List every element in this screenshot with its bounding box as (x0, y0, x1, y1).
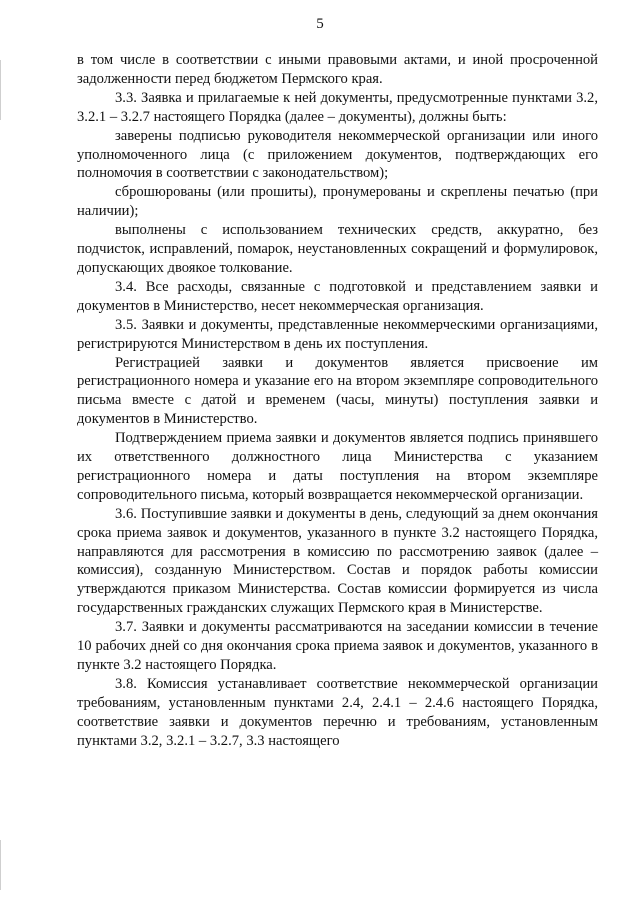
paragraph: выполнены с использованием технических средств, аккуратно, без подчисток, исправлений, помарок, неустановленных сокращений и формулировок, допускающих двоякое толкование. (77, 222, 598, 276)
paragraph: 3.5. Заявки и документы, представленные некоммерческими организациями, регистрируются Министерством в день их поступления. (77, 316, 598, 352)
scan-edge-mark (0, 840, 1, 890)
scan-edge-mark (0, 60, 1, 120)
paragraph: в том числе в соответствии с иными правовыми актами, и иной просроченной задолженности перед бюджетом Пермского края. (77, 52, 598, 87)
paragraph: сброшюрованы (или прошиты), пронумерованы и скреплены печатью (при наличии); (77, 184, 598, 220)
page-number: 5 (316, 16, 324, 32)
paragraph: Регистрацией заявки и документов является присвоение им регистрационного номера и указание его на втором экземпляре сопроводительного письма вместе с датой и временем (часы, минуты) поступления заявки и документов в Министерство. (77, 354, 598, 428)
paragraph: 3.7. Заявки и документы рассматриваются на заседании комиссии в течение 10 рабочих дней со дня окончания срока приема заявок и документов, указанного в пункте 3.2 настоящего Порядка. (77, 619, 598, 673)
paragraph: Подтверждением приема заявки и документов является подпись принявшего их ответственного должностного лица Министерства с указанием регистрационного номера и даты поступления на втором экземпляре сопроводительного письма, который возвращается некоммерческой организации. (77, 430, 598, 503)
paragraph: 3.4. Все расходы, связанные с подготовкой и представлением заявки и документов в Министерство, несет некоммерческая организация. (77, 278, 598, 314)
paragraph: 3.8. Комиссия устанавливает соответствие некоммерческой организации требованиям, установленным пунктами 2.4, 2.4.1 – 2.4.6 настоящего Порядка, соответствие заявки и документов перечню и требованиям, установленным пунктами 3.2, 3.2.1 – 3.2.7, 3.3 настоящего (77, 675, 598, 749)
paragraph: заверены подписью руководителя некоммерческой организации или иного уполномоченного лица (с приложением документов, подтверждающих его полномочия в соответствии с законодательством); (77, 127, 598, 182)
paragraph: 3.3. Заявка и прилагаемые к ней документы, предусмотренные пунктами 3.2, 3.2.1 – 3.2.7 настоящего Порядка (далее – документы), должны быть: (77, 89, 598, 125)
paragraph: 3.6. Поступившие заявки и документы в день, следующий за днем окончания срока приема заявок и документов, указанного в пункте 3.2 настоящего Порядка, направляются для рассмотрения в комиссию по рассмотрению заявок (далее – комиссия), созданную Министерством. Состав и порядок работы комиссии утверждаются приказом Министерства. Состав комиссии формируется из числа государственных гражданских служащих Пермского края в Министерстве. (77, 505, 598, 617)
document-body (77, 51, 598, 751)
